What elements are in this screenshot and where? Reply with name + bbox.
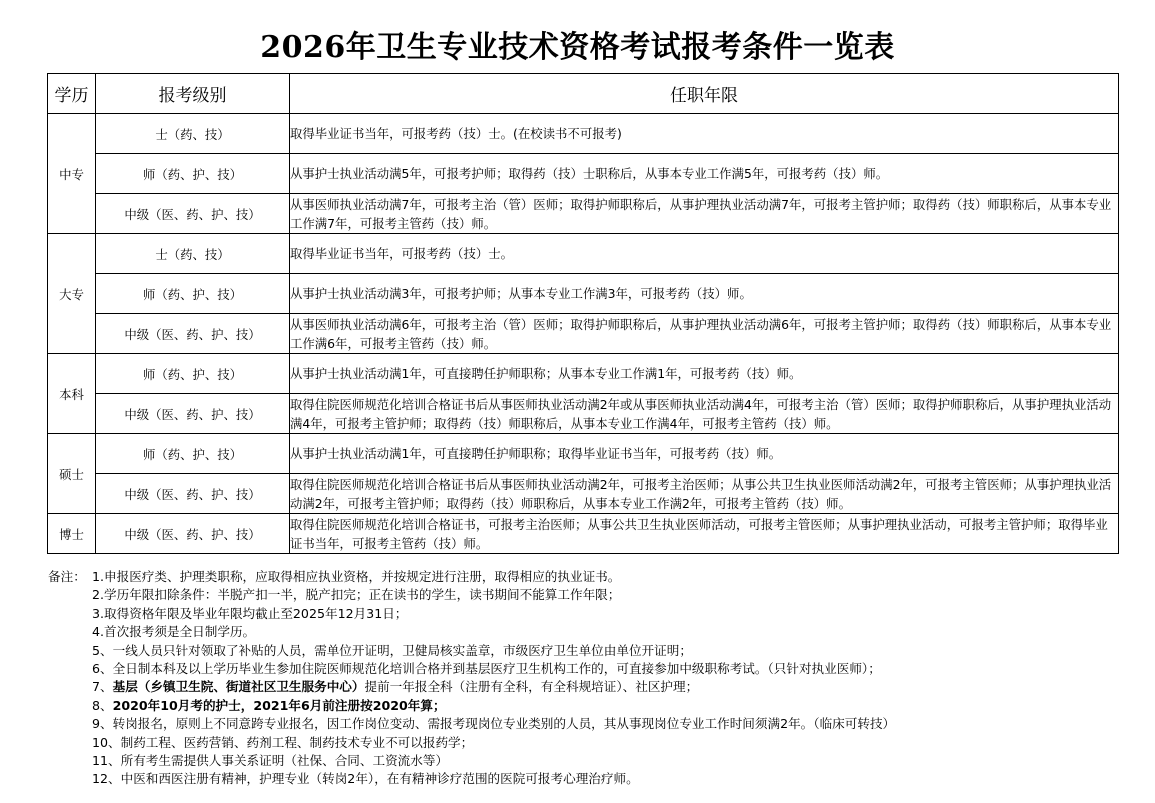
note-item: 12、中医和西医注册有精神，护理专业（转岗2年），在有精神诊疗范围的医院可报考心理治疗师。 — [92, 771, 639, 787]
note-item: 5、一线人员只针对领取了补贴的人员，需单位开证明，卫健局核实盖章，市级医疗卫生单位由单位开证明； — [92, 642, 692, 658]
requirement-cell: 取得住院医师规范化培训合格证书，可报考主治医师；从事公共卫生执业医师活动，可报考主管医师；从事护理执业活动，可报考主管护师；取得毕业证书当年，可报考主管药（技）师。 — [290, 514, 1119, 554]
note-item: 9、转岗报名，原则上不同意跨专业报名，因工作岗位变动、需报考现岗位专业类别的人员，其从事现岗位专业工作时间须满2年。（临床可转技） — [92, 716, 896, 732]
level-cell: 中级（医、药、护、技） — [96, 394, 290, 434]
level-cell: 中级（医、药、护、技） — [96, 514, 290, 554]
page-title: 2026年卫生专业技术资格考试报考条件一览表 — [260, 30, 895, 65]
table-row — [48, 314, 1119, 354]
note-item: 10、制药工程、医药营销、药剂工程、制药技术专业不可以报药学； — [92, 734, 474, 750]
table-row — [48, 114, 1119, 154]
note-item: 11、所有考生需提供人事关系证明（社保、合同、工资流水等） — [92, 752, 449, 768]
table-row — [48, 394, 1119, 434]
level-cell: 中级（医、药、护、技） — [96, 474, 290, 514]
level-cell: 师（药、护、技） — [96, 434, 290, 474]
education-cell: 博士 — [48, 514, 96, 554]
requirement-cell: 从事医师执业活动满6年，可报考主治（管）医师；取得护师职称后，从事护理执业活动满6年，可报考主管护师；取得药（技）师职称后，从事本专业工作满6年，可报考主管药（技）师。 — [290, 314, 1119, 354]
table-row — [48, 434, 1119, 474]
requirements-table — [47, 73, 1119, 554]
note-item: 3.取得资格年限及毕业年限均截止至2025年12月31日； — [92, 605, 408, 621]
requirement-cell: 取得毕业证书当年，可报考药（技）士。(在校读书不可报考) — [290, 114, 1119, 154]
table-row — [48, 154, 1119, 194]
level-cell: 师（药、护、技） — [96, 354, 290, 394]
table-row — [48, 474, 1119, 514]
table-row — [48, 514, 1119, 554]
requirement-cell: 从事护士执业活动满5年，可报考护师；取得药（技）士职称后，从事本专业工作满5年，可报考药（技）师。 — [290, 154, 1119, 194]
note-item: 2.学历年限扣除条件：半脱产扣一半，脱产扣完；正在读书的学生，读书期间不能算工作年限； — [92, 587, 621, 603]
level-cell: 师（药、护、技） — [96, 154, 290, 194]
education-cell: 中专 — [48, 114, 96, 234]
level-cell: 中级（医、药、护、技） — [96, 194, 290, 234]
requirement-cell: 取得毕业证书当年，可报考药（技）士。 — [290, 234, 1119, 274]
requirement-cell: 从事医师执业活动满7年，可报考主治（管）医师；取得护师职称后，从事护理执业活动满7年，可报考主管护师；取得药（技）师职称后，从事本专业工作满7年，可报考主管药（技）师。 — [290, 194, 1119, 234]
education-cell: 硕士 — [48, 434, 96, 514]
header-years: 任职年限 — [290, 74, 1119, 114]
note-item: 备注： 1.申报医疗类、护理类职称，应取得相应执业资格，并按规定进行注册，取得相应的执业证书。 — [48, 568, 1138, 586]
education-cell: 大专 — [48, 234, 96, 354]
level-cell: 中级（医、药、护、技） — [96, 314, 290, 354]
level-cell: 士（药、技） — [96, 234, 290, 274]
requirement-cell: 从事护士执业活动满1年，可直接聘任护师职称；从事本专业工作满1年，可报考药（技）师。 — [290, 354, 1119, 394]
table-row — [48, 234, 1119, 274]
header-education: 学历 — [48, 74, 96, 114]
note-item: 8、2020年10月考的护士，2021年6月前注册按2020年算； — [92, 697, 446, 713]
note-item: 7、基层（乡镇卫生院、街道社区卫生服务中心）提前一年报全科（注册有全科，有全科规培证）、社区护理； — [92, 679, 699, 695]
table-row — [48, 274, 1119, 314]
requirement-cell: 取得住院医师规范化培训合格证书后从事医师执业活动满2年，可报考主治医师；从事公共卫生执业医师活动满2年，可报考主管医师；从事护理执业活动满2年，可报考主管护师；取得药（技）师职称后，从事本专业工作满2年，可报考主管药（技）师。 — [290, 474, 1119, 514]
table-header-row — [48, 74, 1119, 114]
table-row — [48, 194, 1119, 234]
header-level: 报考级别 — [96, 74, 290, 114]
level-cell: 师（药、护、技） — [96, 274, 290, 314]
requirement-cell: 从事护士执业活动满1年，可直接聘任护师职称；取得毕业证书当年，可报考药（技）师。 — [290, 434, 1119, 474]
requirement-cell: 从事护士执业活动满3年，可报考护师；从事本专业工作满3年，可报考药（技）师。 — [290, 274, 1119, 314]
requirement-cell: 取得住院医师规范化培训合格证书后从事医师执业活动满2年或从事医师执业活动满4年，可报考主治（管）医师；取得护师职称后，从事护理执业活动满4年，可报考主管护师；取得药（技）师职称后，从事本专业工作满4年，可报考主管药（技）师。 — [290, 394, 1119, 434]
note-item: 4.首次报考须是全日制学历。 — [92, 624, 256, 640]
notes-section — [48, 568, 1138, 789]
table-row — [48, 354, 1119, 394]
level-cell: 士（药、技） — [96, 114, 290, 154]
note-item: 6、全日制本科及以上学历毕业生参加住院医师规范化培训合格并到基层医疗卫生机构工作的，可直接参加中级职称考试。（只针对执业医师）； — [92, 660, 881, 676]
notes-label: 备注： — [48, 569, 86, 584]
education-cell: 本科 — [48, 354, 96, 434]
